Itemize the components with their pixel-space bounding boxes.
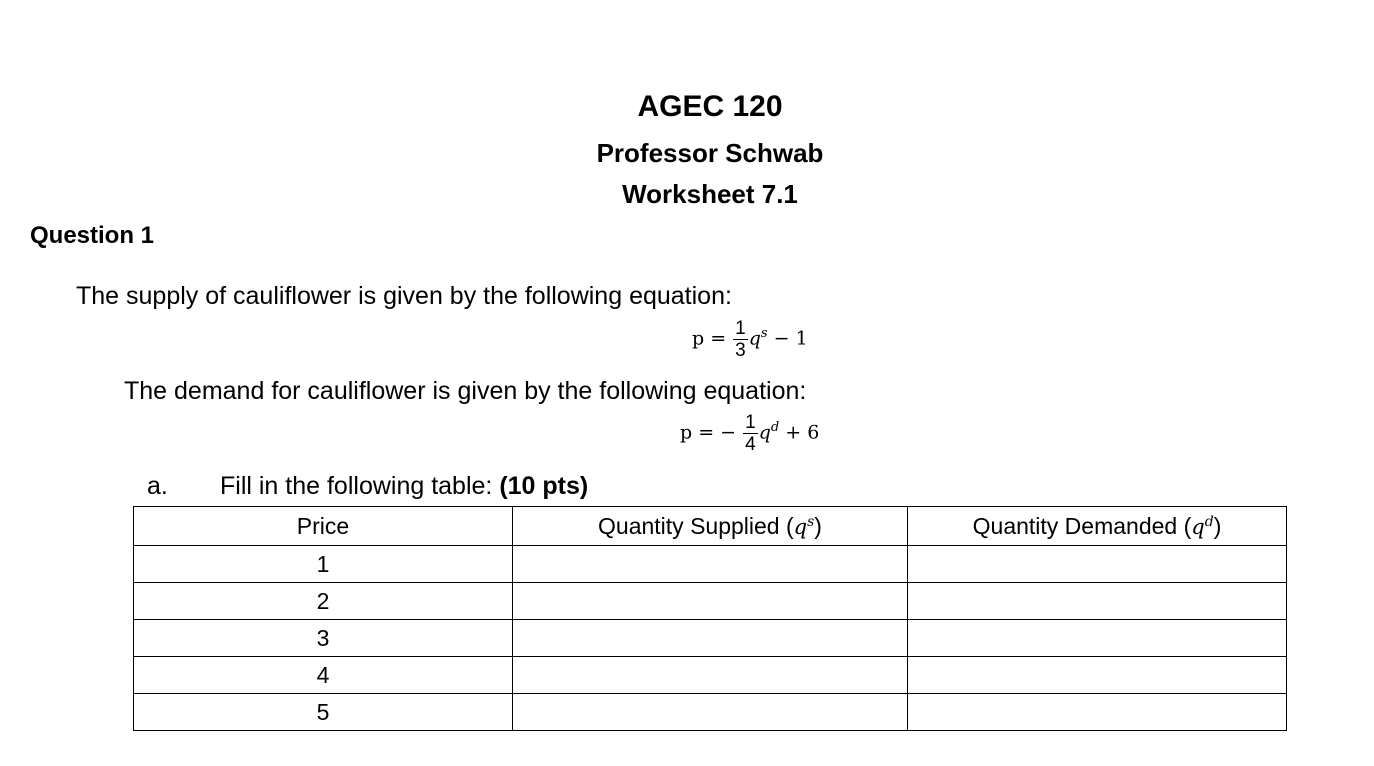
points-label: (10 pts): [499, 472, 589, 500]
worksheet-title: Worksheet 7.1: [622, 179, 798, 209]
equation-variable: q: [748, 327, 761, 350]
quantity-supplied-cell[interactable]: [513, 546, 908, 583]
header-quantity-demanded: [908, 507, 1287, 546]
table-row: [134, 694, 1287, 731]
equation-variable: q: [758, 421, 771, 444]
part-letter: a.: [147, 472, 168, 500]
equation-superscript: d: [770, 420, 780, 436]
header-variable: [794, 515, 815, 539]
quantity-supplied-cell[interactable]: [513, 583, 908, 620]
question-heading: Question 1: [30, 222, 155, 249]
header-quantity-supplied: [513, 507, 908, 546]
equation-superscript: s: [760, 326, 768, 342]
equation-fraction: [733, 318, 748, 361]
fraction-denominator: 4: [745, 434, 756, 455]
price-cell: 1: [134, 546, 513, 583]
demand-description: The demand for cauliflower is given by the following equation:: [124, 377, 807, 405]
header-price: Price: [134, 507, 513, 546]
table-row: [134, 657, 1287, 694]
equation-rest: − 1: [767, 327, 808, 350]
header-close: ): [814, 512, 822, 539]
price-cell: 5: [134, 694, 513, 731]
equation-lhs: p =: [692, 327, 727, 350]
header-label: Quantity Demanded (: [972, 512, 1192, 539]
header-close: ): [1213, 512, 1222, 539]
equation-fraction: [743, 412, 758, 455]
variable-superscript: s: [807, 513, 815, 530]
supply-description: The supply of cauliflower is given by the following equation:: [76, 282, 732, 310]
price-cell: 4: [134, 657, 513, 694]
price-cell: 2: [134, 583, 513, 620]
answer-table: [133, 506, 1287, 731]
part-instruction: [220, 472, 588, 501]
fraction-numerator: 1: [735, 318, 746, 339]
supply-equation: [692, 318, 808, 361]
variable-superscript: d: [1204, 513, 1214, 530]
quantity-demanded-cell[interactable]: [908, 583, 1287, 620]
fraction-numerator: 1: [745, 412, 756, 433]
course-title: AGEC 120: [637, 90, 783, 123]
equation-rest: + 6: [779, 421, 820, 444]
equation-lhs: p = −: [680, 421, 737, 444]
header-variable: [1191, 515, 1213, 539]
variable-letter: q: [793, 514, 808, 539]
quantity-supplied-cell[interactable]: [513, 657, 908, 694]
quantity-demanded-cell[interactable]: [908, 546, 1287, 583]
table-row: [134, 546, 1287, 583]
header-label: Quantity Supplied (: [598, 512, 794, 539]
quantity-demanded-cell[interactable]: [908, 657, 1287, 694]
quantity-supplied-cell[interactable]: [513, 620, 908, 657]
variable-letter: q: [1191, 514, 1205, 539]
table-header-row: [134, 507, 1287, 546]
quantity-supplied-cell[interactable]: [513, 694, 908, 731]
professor-name: Professor Schwab: [596, 138, 824, 168]
quantity-demanded-cell[interactable]: [908, 694, 1287, 731]
demand-equation: [680, 412, 819, 455]
price-cell: 3: [134, 620, 513, 657]
quantity-demanded-cell[interactable]: [908, 620, 1287, 657]
instruction-text: Fill in the following table:: [220, 472, 500, 500]
fraction-denominator: 3: [735, 340, 746, 361]
table-row: [134, 620, 1287, 657]
table-row: [134, 583, 1287, 620]
